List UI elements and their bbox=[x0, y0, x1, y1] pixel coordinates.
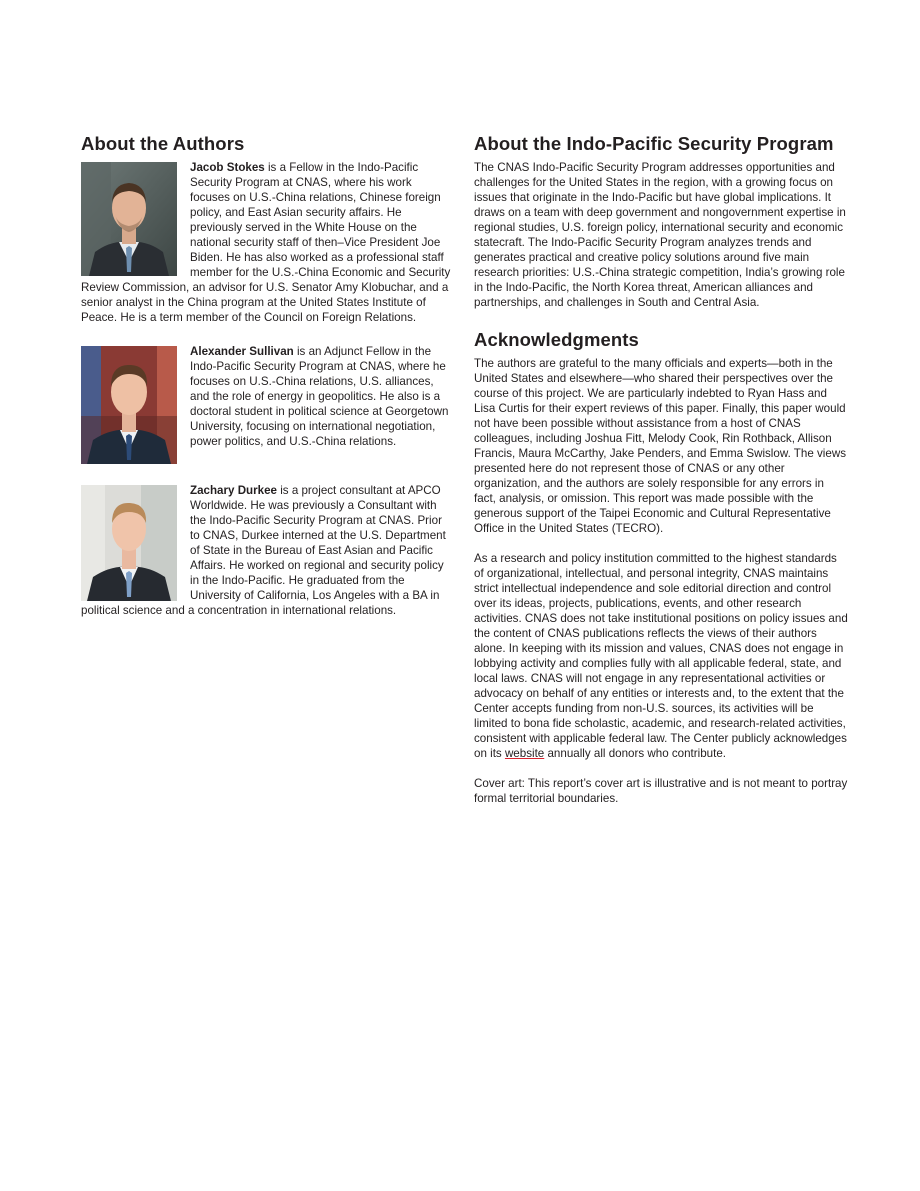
author-bio-text: is a Fellow in the Indo-Pacific Security Program at CNAS, where his work focuses on U.S.-China relations, Chinese foreign policy, and East Asian security affairs. He previously served in the White House on the national security staff of then–Vice President Joe Biden. He has also worked as a professional staff member for the U.S.-China Economic and Security Review Commission, an advisor for U.S. Senator Amy Klobuchar, and a senior analyst in the China program at the United States Institute of Peace. He is a term member of the Council on Foreign Relations. bbox=[81, 161, 451, 324]
acknowledgments-paragraph: The authors are grateful to the many officials and experts—both in the United States and elsewhere—who shared their perspectives over the course of this project. We are particularly indebted to Ryan Hass and Lisa Curtis for their expert reviews of this paper. Finally, this paper would not have been possible without assistance from a host of CNAS colleagues, including Joshua Fitt, Melody Cook, Rin Rothback, Allison Francis, Maura McCarthy, Jake Penders, and Emma Swislow. The views presented here do not represent those of CNAS or any other organization, and the authors are solely responsible for any errors in fact, analysis, or omission. This report was made possible with the generous support of the Taipei Economic and Cultural Representative Office in the United States (TECRO). bbox=[474, 357, 846, 535]
independence-text: As a research and policy institution committed to the highest standards of organizational, intellectual, and personal integrity, CNAS maintains strict intellectual independence and sole editorial direction and control over its ideas, projects, publications, events, and other research activities. CNAS does not take institutional positions on policy issues and the content of CNAS publications reflects the views of their authors alone. In keeping with its mission and values, CNAS does not engage in lobbying activity and complies fully with all applicable federal, state, and local laws. CNAS will not engage in any representational activities or advocacy on behalf of any entities or interests and, to the extent that the Center accepts funding from non-U.S. sources, its activities will be limited to bona fide scholastic, academic, and research-related activities, consistent with applicable federal law. The Center publicly acknowledges on its bbox=[474, 552, 848, 760]
author-bio bbox=[81, 344, 451, 464]
program-column bbox=[474, 132, 848, 806]
website-link[interactable]: website bbox=[504, 747, 545, 760]
author-name: Jacob Stokes bbox=[190, 161, 265, 174]
author-photo-jacob-stokes bbox=[81, 162, 177, 276]
author-name: Zachary Durkee bbox=[190, 484, 277, 497]
acknowledgments-heading: Acknowledgments bbox=[474, 329, 639, 350]
author-name: Alexander Sullivan bbox=[190, 345, 294, 358]
independence-paragraph bbox=[474, 551, 848, 761]
author-bio-text: is a project consultant at APCO Worldwide. He was previously a Consultant with the Indo-Pacific Security Program at CNAS. Prior to CNAS, Durkee interned at the U.S. Department of State in the Bureau of East Asian and Pacific Affairs. He worked on regional and security policy in the Indo-Pacific. He graduated from the University of California, Los Angeles with a BA in political science and a concentration in international relations. bbox=[81, 484, 446, 617]
author-bio-text: is an Adjunct Fellow in the Indo-Pacific Security Program at CNAS, where he focuses on U.S.-China relations, U.S. alliances, and the role of energy in geopolitics. He also is a doctoral student in political science at Georgetown University, focusing on international negotiation, power politics, and U.S.-China relations. bbox=[190, 345, 449, 448]
independence-text-end: annually all donors who contribute. bbox=[544, 747, 726, 760]
author-photo-alexander-sullivan bbox=[81, 346, 177, 464]
author-photo-zachary-durkee bbox=[81, 485, 177, 601]
authors-column bbox=[81, 132, 451, 637]
program-heading: About the Indo-Pacific Security Program bbox=[474, 133, 834, 154]
author-bio bbox=[81, 160, 451, 325]
authors-heading: About the Authors bbox=[81, 133, 245, 154]
cover-art-note: Cover art: This report’s cover art is illustrative and is not meant to portray formal territorial boundaries. bbox=[474, 777, 848, 805]
program-description: The CNAS Indo-Pacific Security Program addresses opportunities and challenges for the United States in the region, with a growing focus on issues that originate in the Indo-Pacific but have global implications. It draws on a team with deep government and nongovernment expertise in regional studies, U.S. foreign policy, international security and economic statecraft. The Indo-Pacific Security Program analyzes trends and generates practical and creative policy solutions around five main research priorities: U.S.-China strategic competition, India’s growing role in the Indo-Pacific, the North Korea threat, American alliances and partnerships, and challenges in South and Central Asia. bbox=[474, 161, 846, 309]
author-bio bbox=[81, 483, 451, 618]
